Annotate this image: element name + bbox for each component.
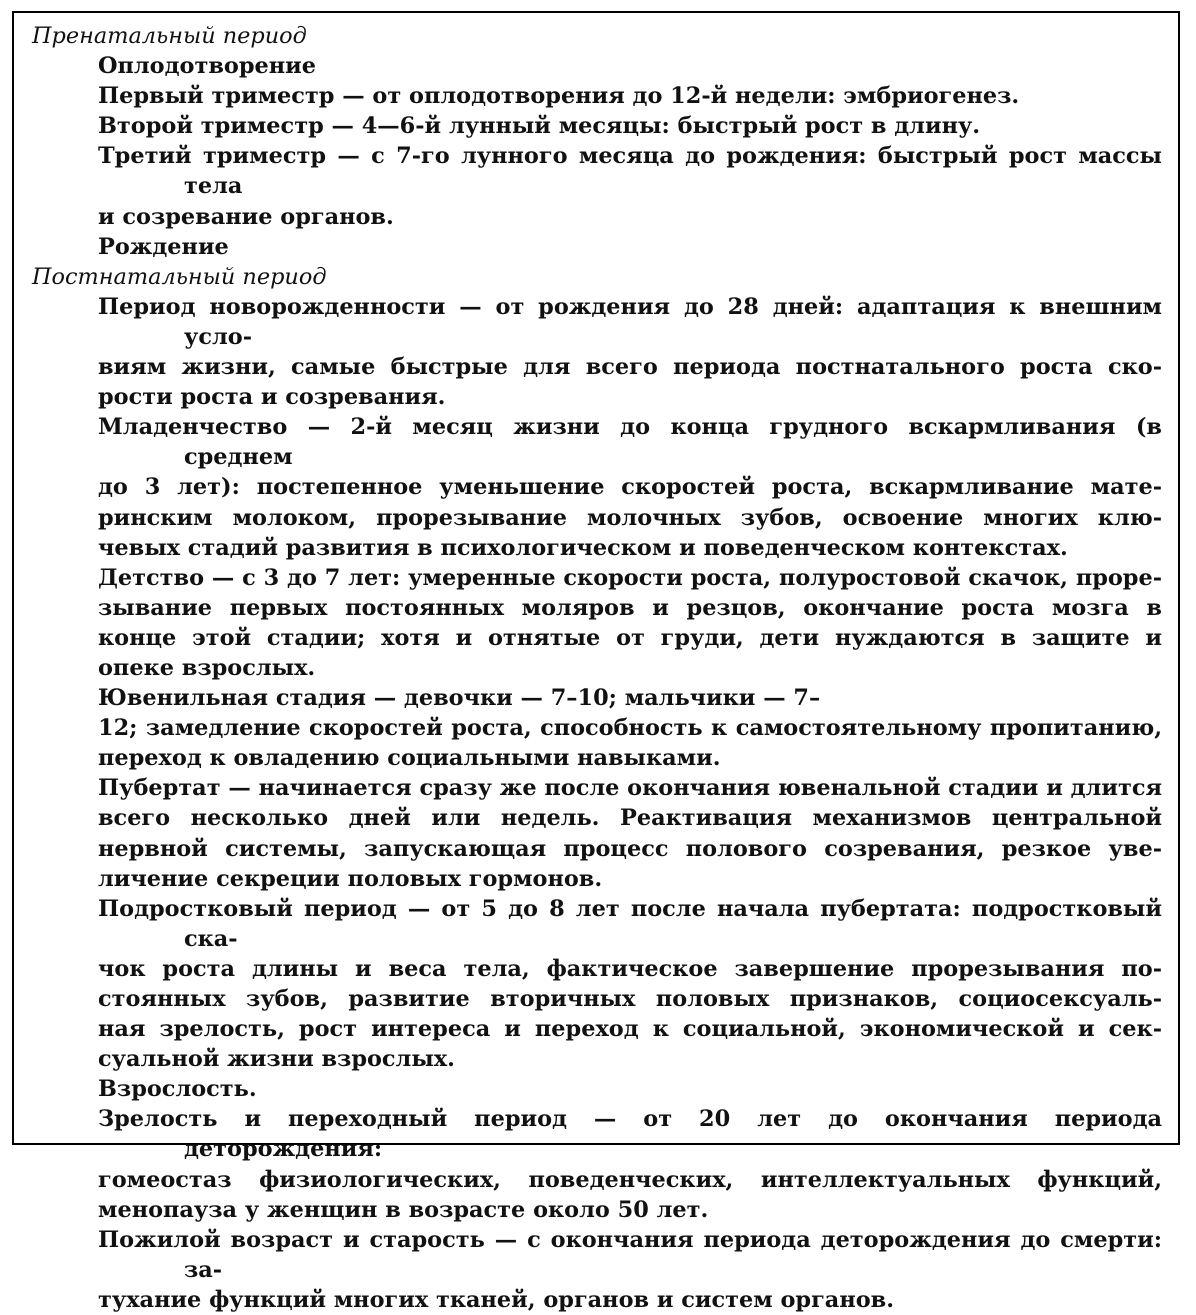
stage-item (32, 111, 1162, 141)
text-line: рости роста и созревания. (98, 384, 446, 411)
stage-item (32, 713, 1162, 773)
section-heading: Пренатальный период (32, 23, 307, 49)
stage-item (32, 51, 1162, 81)
text-line: конце этой стадии; хотя и отнятые от груди, дети нуждаются в защите и (98, 624, 1162, 651)
text-line: Ювенильная стадия — девочки — 7–10; мальчики — 7– (98, 685, 821, 712)
document-frame (12, 11, 1180, 1313)
text-line: Оплодотворение (98, 53, 316, 80)
stage-item (32, 563, 1162, 683)
stage-item (32, 412, 1162, 562)
stage-item (32, 683, 1162, 713)
text-line: 12; замедление скоростей роста, способность к самостоятельному пропитанию, (98, 715, 1162, 742)
text-line: Пожилой возраст и старость — с окончания периода деторождения до смерти: за- (98, 1226, 1162, 1283)
stage-item (32, 773, 1162, 893)
stage-item (32, 81, 1162, 111)
text-line: нервной системы, запускающая процесс полового созревания, резкое уве- (98, 835, 1162, 862)
text-line: Детство — с 3 до 7 лет: умеренные скорости роста, полуростовой скачок, проре- (98, 564, 1162, 591)
stage-item (32, 1074, 1162, 1104)
text-line: ная зрелость, рост интереса и переход к социальной, экономической и сек- (98, 1016, 1162, 1043)
stage-item (32, 1104, 1162, 1224)
text-line: опеке взрослых. (98, 654, 316, 681)
text-line: Рождение (98, 233, 229, 260)
text-line: личение секреции половых гормонов. (98, 865, 603, 892)
text-line: Пубертат — начинается сразу же после окончания ювенальной стадии и длится (98, 775, 1162, 802)
section-heading: Постнатальный период (32, 263, 327, 290)
text-line: до 3 лет): постепенное уменьшение скоростей роста, вскармливание мате- (98, 474, 1162, 501)
text-line: Второй триместр — 4—6-й лунный месяцы: быстрый рост в длину. (98, 113, 981, 140)
stage-item (32, 1225, 1162, 1315)
text-line: и созревание органов. (98, 203, 394, 230)
text-line: чевых стадий развития в психологическом и поведенческом контекстах. (98, 534, 1068, 561)
stage-item (32, 292, 1162, 412)
stage-item (32, 232, 1162, 262)
text-line: гомеостаз физиологических, поведенческих, интеллектуальных функций, (98, 1166, 1162, 1193)
text-line: Младенчество — 2-й месяц жизни до конца грудного вскармливания (в среднем (98, 414, 1162, 471)
text-line: Взрослость. (98, 1076, 257, 1103)
text-line: чок роста длины и веса тела, фактическое завершение прорезывания по- (98, 955, 1162, 982)
text-line: Зрелость и переходный период — от 20 лет до окончания периода деторождения: (98, 1106, 1162, 1163)
text-line: Подростковый период — от 5 до 8 лет после начала пубертата: подростковый ска- (98, 895, 1162, 952)
stage-item (32, 141, 1162, 231)
text-line: переход к овладению социальными навыками. (98, 745, 721, 772)
text-line: зывание первых постоянных моляров и резцов, окончание роста мозга в (98, 594, 1162, 621)
text-line: Первый триместр — от оплодотворения до 12-й недели: эмбриогенез. (98, 83, 1020, 110)
text-line: тухание функций многих тканей, органов и систем органов. (98, 1286, 894, 1313)
text-line: всего несколько дней или недель. Реактивация механизмов центральной (98, 805, 1162, 832)
text-line: суальной жизни взрослых. (98, 1046, 455, 1073)
text-line: менопауза у женщин в возрасте около 50 лет. (98, 1196, 709, 1223)
text-line: Период новорожденности — от рождения до 28 дней: адаптация к внешним усло- (98, 293, 1162, 350)
text-line: стоянных зубов, развитие вторичных половых признаков, социосексуаль- (98, 986, 1162, 1012)
text-line: ринским молоком, прорезывание молочных зубов, освоение многих клю- (98, 504, 1162, 531)
stage-item (32, 894, 1162, 1075)
text-line: виям жизни, самые быстрые для всего периода постнатального роста ско- (98, 354, 1162, 381)
text-line: Третий триместр — с 7-го лунного месяца до рождения: быстрый рост массы тела (98, 143, 1162, 200)
